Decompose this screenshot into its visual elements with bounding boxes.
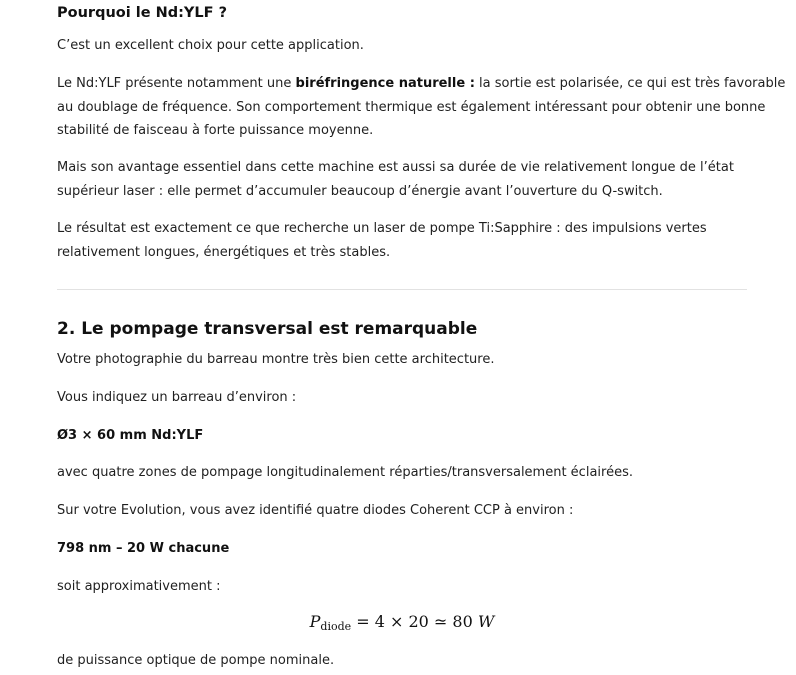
- bold-term: biréfringence naturelle :: [295, 76, 475, 91]
- paragraph-line: Mais son avantage essentiel dans cette machine est aussi sa durée de vie relativement longue de l’état: [57, 160, 734, 175]
- equation-subscript: diode: [320, 620, 352, 633]
- paragraph-birefringence: [57, 72, 786, 143]
- diode-spec-text: [57, 537, 747, 561]
- paragraph-diodes: [57, 499, 747, 523]
- diode-spec: [57, 537, 747, 561]
- rod-spec-bold: Ø3 × 60 mm Nd:YLF: [57, 428, 204, 443]
- rod-spec: [57, 424, 747, 448]
- paragraph-text: Vous indiquez un barreau d’environ :: [57, 390, 297, 405]
- paragraph-result: [57, 217, 747, 264]
- paragraph-photo: [57, 348, 747, 372]
- pump-power-equation: [57, 612, 747, 633]
- paragraph-text: de puissance optique de pompe nominale.: [57, 653, 335, 668]
- text-span: la sortie est polarisée, ce qui est très favorable: [474, 76, 786, 91]
- paragraph-intro: [57, 34, 747, 58]
- equation-variable: P: [309, 612, 321, 631]
- paragraph-text: soit approximativement :: [57, 579, 221, 594]
- paragraph-text: Votre photographie du barreau montre très bien cette architecture.: [57, 352, 495, 367]
- paragraph-line: [57, 72, 786, 96]
- paragraph-approx: [57, 575, 747, 599]
- paragraph-text: avec quatre zones de pompage longitudinalement réparties/transversalement éclairées.: [57, 465, 633, 480]
- rod-spec-text: [57, 424, 747, 448]
- paragraph-rod-intro: [57, 386, 747, 410]
- paragraph-text: C’est un excellent choix pour cette application.: [57, 38, 364, 53]
- paragraph-line: Le résultat est exactement ce que recherche un laser de pompe Ti:Sapphire : des impulsions vertes: [57, 221, 707, 236]
- section-heading-transverse-pumping: 2. Le pompage transversal est remarquable: [57, 319, 478, 339]
- paragraph-line: stabilité de faisceau à forte puissance moyenne.: [57, 123, 374, 138]
- paragraph-nominal-power: [57, 649, 747, 673]
- paragraph-lifetime: [57, 156, 747, 203]
- paragraph-text: Sur votre Evolution, vous avez identifié quatre diodes Coherent CCP à environ :: [57, 503, 574, 518]
- paragraph-line: au doublage de fréquence. Son comportement thermique est également intéressant pour obtenir une bonne: [57, 99, 766, 115]
- paragraph-line: supérieur laser : elle permet d’accumuler beaucoup d’énergie avant l’ouverture du Q-switch.: [57, 183, 663, 199]
- paragraph-line: relativement longues, énergétiques et très stables.: [57, 244, 391, 260]
- text-span: Le Nd:YLF présente notamment une: [57, 76, 296, 91]
- section-divider: [57, 289, 747, 290]
- section-heading-nd-ylf: Pourquoi le Nd:YLF ?: [57, 5, 228, 21]
- equation-rhs: = 4 × 20 ≃ 80: [351, 612, 478, 631]
- paragraph-pump-zones: [57, 461, 747, 485]
- diode-spec-bold: 798 nm – 20 W chacune: [57, 541, 230, 556]
- equation-unit: W: [477, 612, 495, 631]
